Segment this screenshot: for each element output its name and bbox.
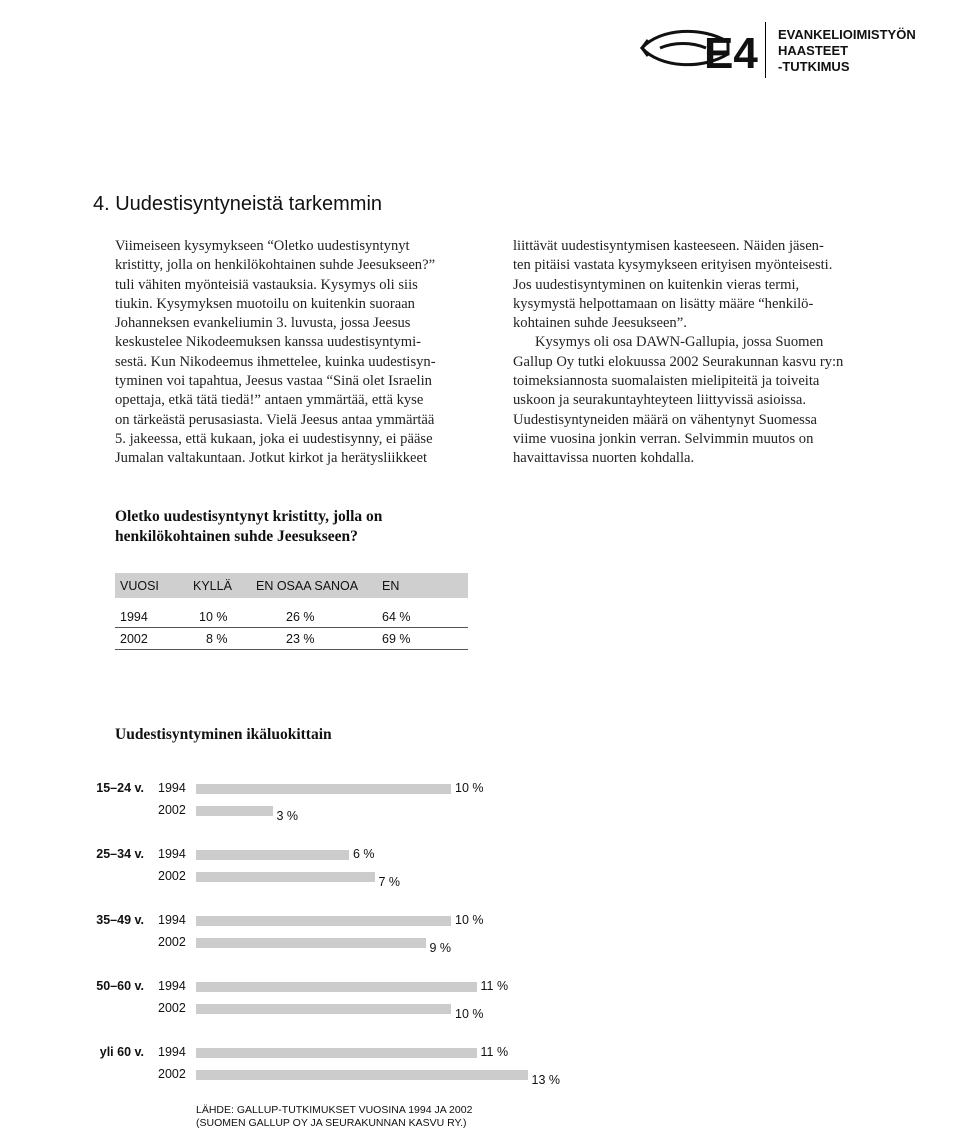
- chart-bar: [196, 1004, 451, 1014]
- logo-text: E4: [704, 29, 758, 76]
- series-year-label: 1994: [158, 847, 186, 861]
- text-line: Jumalan valtakuntaan. Jotkut kirkot ja herätysliikkeet: [115, 450, 428, 467]
- brand-line: -TUTKIMUS: [778, 59, 850, 74]
- age-group-label: 15–24 v.: [96, 781, 144, 795]
- chart-bar: [196, 872, 375, 882]
- table-cell: 23 %: [286, 631, 315, 646]
- text-line: viime vuosina jonkin verran. Selvimmin muutos on: [513, 430, 814, 447]
- text-line: kohtainen suhde Jeesukseen”.: [513, 315, 687, 332]
- chart-bar: [196, 850, 349, 860]
- text-line: havaittavissa nuorten kohdalla.: [513, 450, 695, 467]
- text-line: tiukin. Kysymyksen muotoilu on kuitenkin suoraan: [115, 295, 415, 312]
- chart-bar: [196, 982, 477, 992]
- bar-value-label: 6 %: [353, 847, 375, 861]
- bar-value-label: 10 %: [455, 781, 484, 795]
- age-group-label: 35–49 v.: [96, 913, 144, 927]
- table-cell: 10 %: [199, 609, 228, 624]
- bar-value-label: 13 %: [531, 1073, 560, 1087]
- source-note: [196, 1104, 472, 1130]
- text-line: liittävät uudestisyntymisen kasteeseen. Näiden jäsen-: [513, 238, 824, 254]
- text-line: uskoon ja seurakuntayhteyteen liittyvissä asioissa.: [513, 392, 807, 409]
- table-cell: 26 %: [286, 609, 315, 624]
- text-line: tuli vähiten myönteisiä vastauksia. Kysymys oli siis: [115, 276, 418, 293]
- age-group-label: yli 60 v.: [99, 1045, 144, 1059]
- source-line: LÄHDE: GALLUP-TUTKIMUKSET VUOSINA 1994 JA 2002: [196, 1104, 473, 1116]
- series-year-label: 2002: [158, 935, 186, 949]
- bar-value-label: 3 %: [276, 809, 299, 823]
- chart-bar: [196, 1048, 477, 1058]
- bar-value-label: 10 %: [455, 1007, 484, 1021]
- text-line: sestä. Kun Nikodeemus ihmettelee, kuinka uudestisyn-: [115, 353, 436, 370]
- bar-value-label: 7 %: [378, 875, 401, 889]
- brand-line: EVANKELIOIMISTYÖN: [778, 27, 916, 42]
- bar-value-label: 11 %: [480, 979, 509, 993]
- text-line: ten pitäisi vastata kysymykseen erityisen myönteisesti.: [513, 257, 833, 274]
- text-line: on tärkeästä perusasiasta. Vielä Jeesus antaa ymmärtää: [115, 411, 435, 428]
- series-year-label: 1994: [158, 913, 186, 927]
- chart-title: Uudestisyntyminen ikäluokittain: [115, 726, 332, 743]
- text-line: 5. jakeessa, että kukaan, joka ei uudestisynny, ei pääse: [115, 430, 433, 447]
- series-year-label: 2002: [158, 803, 186, 817]
- text-line: keskustelee Nikodeemuksen kanssa uudestisyntymi-: [115, 334, 422, 351]
- text-line: kristitty, jolla on henkilökohtainen suhde Jeesukseen?”: [115, 257, 436, 274]
- series-year-label: 2002: [158, 869, 186, 883]
- chart-bar: [196, 916, 451, 926]
- series-year-label: 2002: [158, 1067, 186, 1081]
- question-line: Oletko uudestisyntynyt kristitty, jolla on: [115, 508, 383, 525]
- series-year-label: 1994: [158, 781, 186, 795]
- table-cell: 64 %: [382, 609, 411, 624]
- text-line: kysymystä helpottamaan on lisätty määre “henkilö-: [513, 295, 814, 312]
- bar-value-label: 9 %: [429, 941, 452, 955]
- chart-bar: [196, 784, 451, 794]
- table-header-cell: KYLLÄ: [193, 578, 232, 593]
- text-line: Viimeiseen kysymykseen “Oletko uudestisyntynyt: [115, 238, 410, 254]
- table-header-cell: EN: [382, 578, 400, 593]
- text-line: Gallup Oy tutki elokuussa 2002 Seurakunnan kasvu ry:n: [513, 353, 844, 370]
- text-line: Uudestisyntyneiden määrä on vähentynyt Suomessa: [513, 411, 817, 428]
- table-cell: 69 %: [382, 631, 411, 646]
- source-line: (SUOMEN GALLUP OY JA SEURAKUNNAN KASVU RY.): [196, 1117, 467, 1129]
- bar-value-label: 10 %: [455, 913, 484, 927]
- text-line: toimeksiannosta suomalaisten mielipiteitä ja toiveita: [513, 373, 820, 390]
- table-header-cell: EN OSAA SANOA: [256, 578, 359, 593]
- table-cell: 2002: [120, 631, 148, 646]
- series-year-label: 2002: [158, 1001, 186, 1015]
- chart-bar: [196, 1070, 528, 1080]
- table-cell: 1994: [120, 609, 148, 624]
- bar-value-label: 11 %: [480, 1045, 509, 1059]
- table-cell: 8 %: [206, 631, 228, 646]
- text-line: Kysymys oli osa DAWN-Gallupia, jossa Suomen: [535, 334, 824, 351]
- text-line: tyminen voi tapahtua, Jeesus vastaa “Sinä olet Israelin: [115, 373, 432, 390]
- series-year-label: 1994: [158, 1045, 186, 1059]
- chart-bar: [196, 806, 273, 816]
- question-line: henkilökohtainen suhde Jeesukseen?: [115, 528, 358, 545]
- section-title: 4. Uudestisyntyneistä tarkemmin: [93, 193, 383, 215]
- text-line: Jos uudestisyntyminen on kuitenkin vieras termi,: [513, 276, 800, 293]
- brand-line: HAASTEET: [778, 43, 849, 58]
- age-group-label: 25–34 v.: [96, 847, 144, 861]
- table-header-cell: VUOSI: [120, 578, 159, 593]
- age-group-label: 50–60 v.: [96, 979, 144, 993]
- text-line: opettaja, etkä tätä tiedä!” antaen ymmärtää, että kyse: [115, 392, 424, 409]
- text-line: Johanneksen evankeliumin 3. luvusta, jossa Jeesus: [115, 315, 411, 332]
- series-year-label: 1994: [158, 979, 186, 993]
- chart-bar: [196, 938, 426, 948]
